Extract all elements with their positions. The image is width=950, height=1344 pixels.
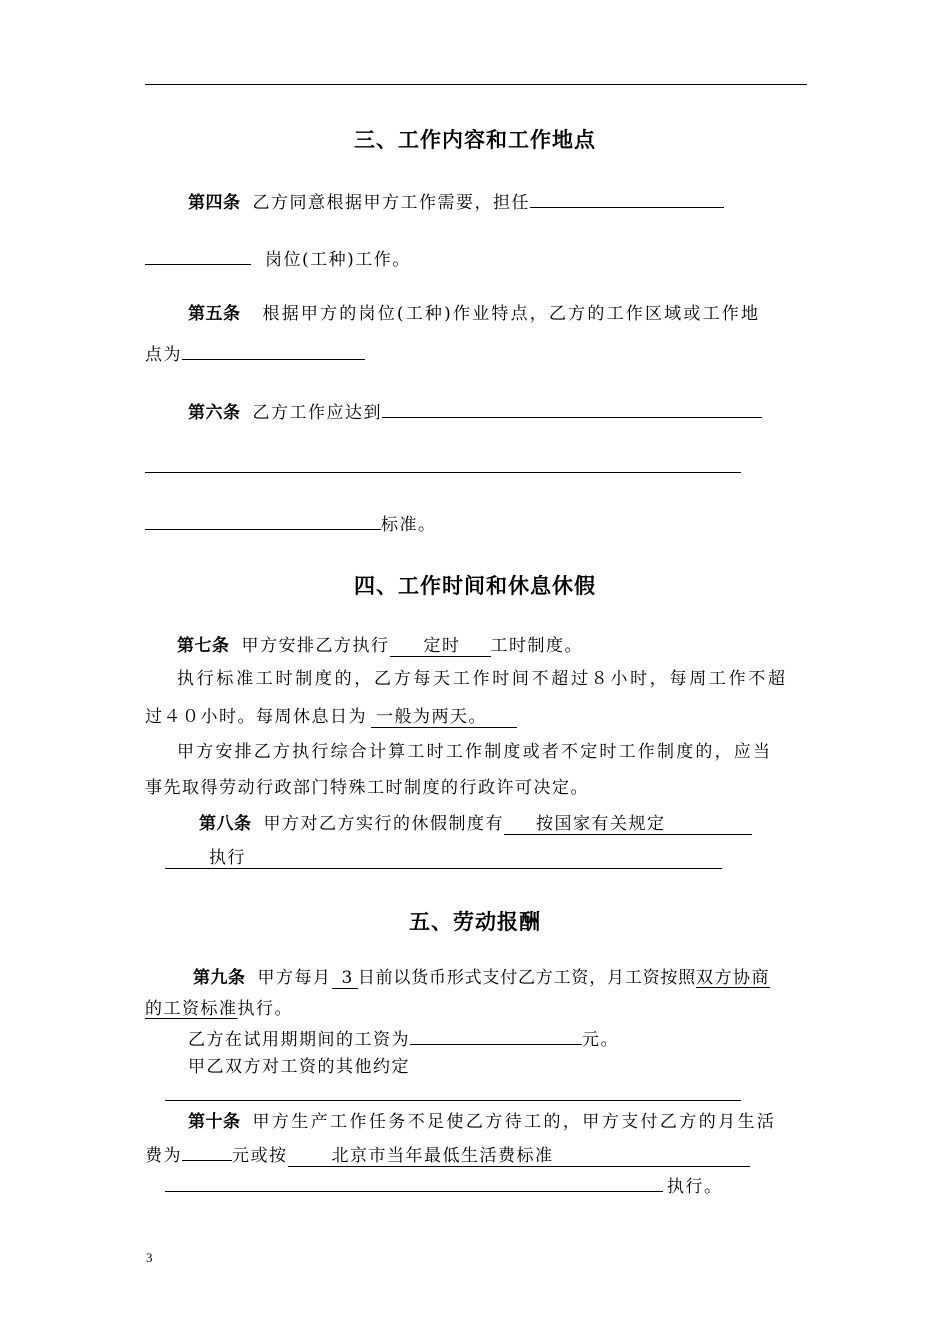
article-5-text-2: 点为	[145, 345, 182, 365]
article-6-text-2: 标准。	[381, 515, 437, 535]
article-9-text-b: 日前以货币形式支付乙方工资，月工资按照	[357, 968, 697, 988]
article-9-line-2	[145, 997, 293, 1021]
article-9-other-blank	[165, 1100, 741, 1101]
section-3-title: 三、工作内容和工作地点	[354, 128, 596, 152]
article-8-fill-2: 执行	[165, 849, 722, 869]
article-9-line-3	[188, 1025, 619, 1052]
article-6-blank-1	[382, 398, 762, 418]
article-4-text-2: 岗位(工种)工作。	[265, 250, 411, 270]
article-9-label: 第九条	[193, 968, 246, 988]
article-4-text: 乙方同意根据甲方工作需要，担任	[252, 193, 530, 213]
article-10-line-3	[165, 1172, 723, 1199]
article-10-text-2b: 元或按	[232, 1146, 288, 1166]
article-5-label: 第五条	[188, 304, 241, 324]
article-7-fill: 定时	[390, 637, 491, 657]
article-10-text-3: 执行。	[667, 1177, 723, 1197]
article-10-text: 甲方生产工作任务不足使乙方待工的，甲方支付乙方的月生活	[252, 1112, 777, 1132]
article-10-line-1	[188, 1110, 776, 1134]
article-9-other: 甲乙双方对工资的其他约定	[188, 1057, 410, 1077]
article-8-text: 甲方对乙方实行的休假制度有	[263, 814, 504, 834]
article-5-text: 根据甲方的岗位(工种)作业特点，乙方的工作区域或工作地	[262, 304, 761, 324]
article-8-fill: 按国家有关规定	[504, 815, 752, 835]
article-9-trial-text: 乙方在试用期期间的工资为	[188, 1030, 410, 1050]
article-7-para-2b: 事先取得劳动行政部门特殊工时制度的行政许可决定。	[145, 778, 589, 798]
article-4-label: 第四条	[188, 193, 241, 213]
article-7-para-1b: 过４０小时。每周休息日为	[145, 707, 367, 727]
article-4-line-2	[145, 245, 411, 272]
article-4-blank-1	[530, 188, 724, 208]
article-5-line-2	[145, 340, 365, 367]
section-4-title: 四、工作时间和休息休假	[354, 574, 596, 598]
article-5-line-1	[188, 302, 760, 326]
article-6-text: 乙方工作应达到	[252, 403, 382, 423]
article-7-label: 第七条	[177, 636, 230, 656]
article-6-label: 第六条	[188, 403, 241, 423]
article-8-line-1	[199, 812, 752, 836]
article-6-blank-2	[145, 472, 741, 473]
article-5-blank	[182, 340, 365, 360]
article-6-blank-3	[145, 510, 381, 530]
article-6-line-3	[145, 510, 437, 537]
article-7-para-2a: 甲方安排乙方执行综合计算工时工作制度或者不定时工作制度的，应当	[177, 742, 773, 762]
article-9-fill-1: 双方协商	[696, 968, 771, 988]
article-7-para-1a: 执行标准工时制度的，乙方每天工作时间不超过８小时，每周工作不超	[177, 669, 788, 689]
article-9-text-a: 甲方每月	[257, 968, 332, 988]
article-7-line-3	[145, 705, 517, 729]
article-7-line-1	[177, 634, 583, 658]
article-10-fill: 北京市当年最低生活费标准	[288, 1147, 750, 1167]
article-8-line-2	[165, 846, 722, 870]
article-4-line-1	[188, 188, 724, 215]
header-rule	[145, 84, 807, 85]
article-9-line-1	[193, 966, 770, 990]
article-7-rest-day-fill: 一般为两天。	[371, 708, 517, 728]
article-9-trial-unit: 元。	[582, 1030, 619, 1050]
article-10-blank-3	[165, 1172, 663, 1192]
article-10-text-2a: 费为	[145, 1146, 182, 1166]
article-10-line-2	[145, 1141, 750, 1168]
article-9-day-fill: 3	[332, 969, 358, 989]
article-4-blank-2	[145, 245, 251, 265]
article-9-text-2b: 执行。	[237, 999, 293, 1019]
article-10-label: 第十条	[188, 1112, 241, 1132]
article-9-fill-2: 的工资标准	[145, 999, 238, 1019]
article-8-label: 第八条	[199, 814, 252, 834]
article-7-text-b: 工时制度。	[490, 636, 583, 656]
page-number: 3	[146, 1250, 153, 1265]
section-5-title: 五、劳动报酬	[409, 910, 541, 934]
article-6-line-1	[188, 398, 762, 425]
article-9-trial-blank	[410, 1025, 582, 1045]
article-10-amount-blank	[182, 1141, 232, 1161]
article-7-text: 甲方安排乙方执行	[241, 636, 390, 656]
